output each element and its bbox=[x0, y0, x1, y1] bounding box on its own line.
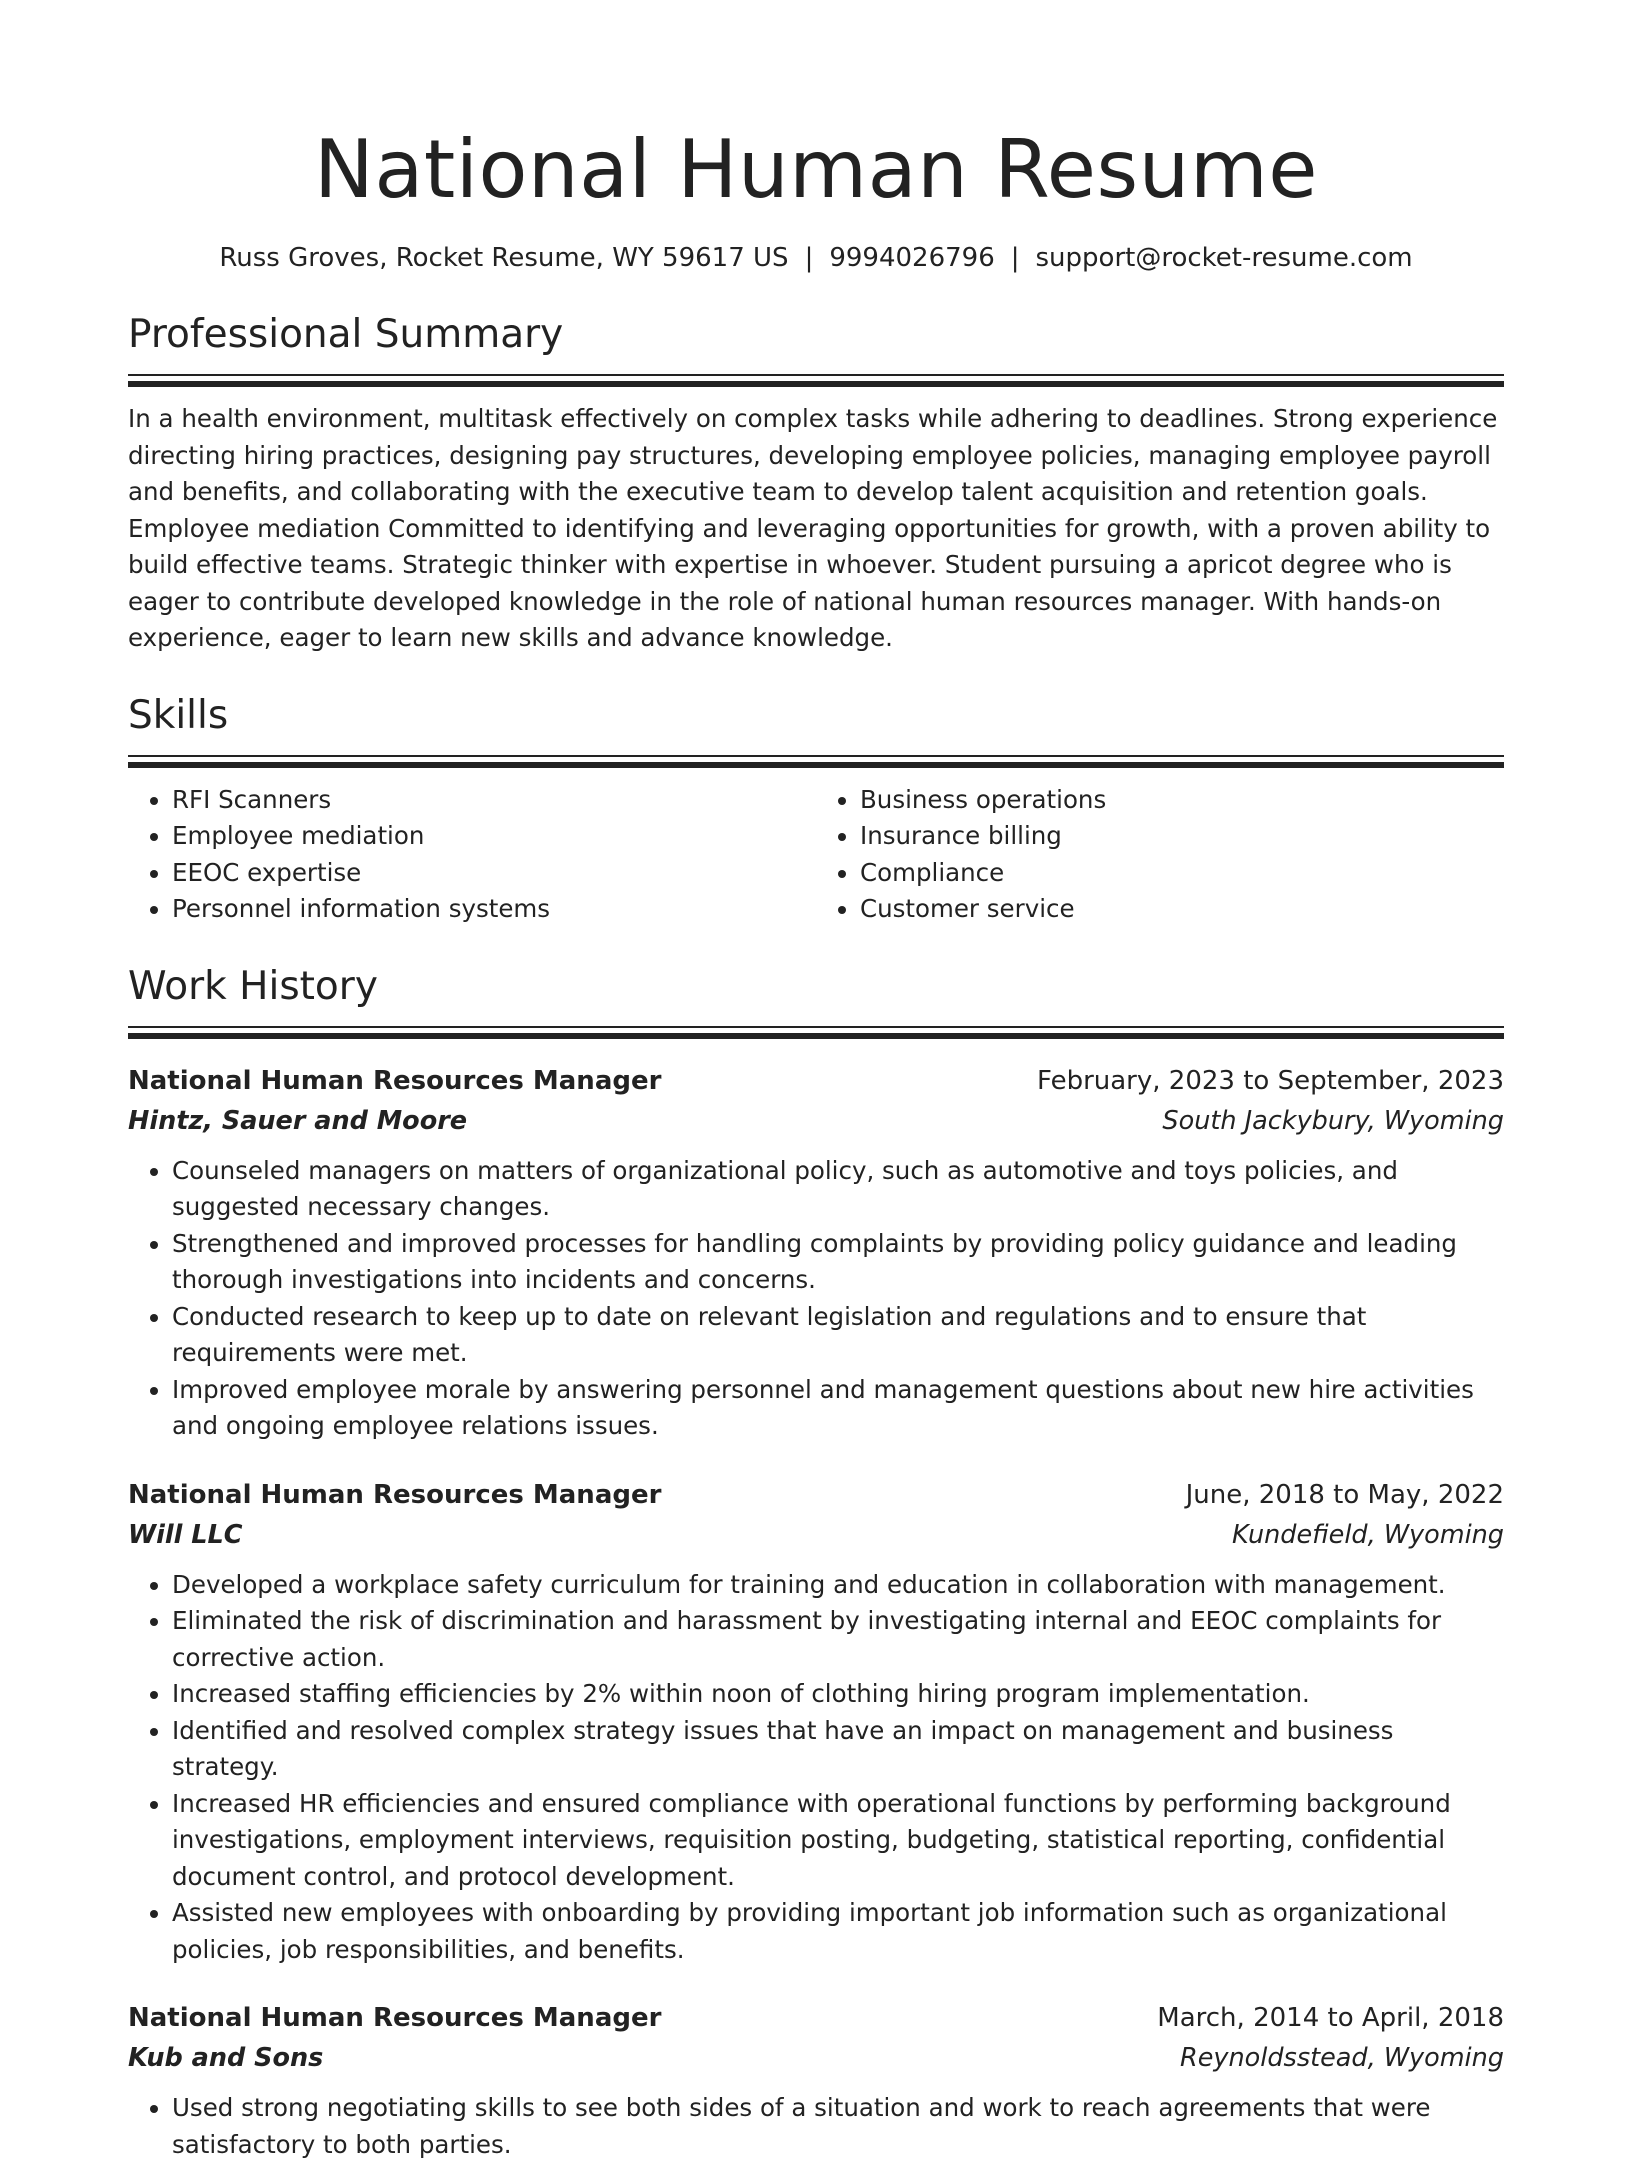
job-bullet: • Developed a workplace safety curriculum for training and education in collaboration with management. bbox=[172, 1567, 1504, 1604]
job-bullet: • Increased HR efficiencies and ensured compliance with operational functions by performing background investigations, employment interviews, requisition posting, budgeting, statistical reporting, confidential document control, and protocol development. bbox=[172, 1786, 1504, 1896]
job-bullets bbox=[128, 1153, 1504, 1445]
skills-column-right bbox=[816, 782, 1504, 928]
job-title: National Human Resources Manager bbox=[128, 1065, 662, 1096]
job-entry bbox=[128, 1998, 1504, 2163]
skills-list bbox=[128, 782, 1504, 928]
job-bullet: • Used strong negotiating skills to see both sides of a situation and work to reach agreements that were satisfactory to both parties. bbox=[172, 2090, 1504, 2163]
summary-section-header bbox=[128, 310, 1504, 387]
skill-item: • Insurance billing bbox=[860, 818, 1504, 855]
job-dates: March, 2014 to April, 2018 bbox=[1157, 2003, 1504, 2033]
summary-heading: Professional Summary bbox=[128, 312, 564, 357]
contact-address: Russ Groves, Rocket Resume, WY 59617 US bbox=[219, 243, 789, 273]
job-location: Reynoldsstead, Wyoming bbox=[1180, 2043, 1504, 2073]
section-rule-thin bbox=[128, 1026, 1504, 1028]
skill-item: • EEOC expertise bbox=[172, 855, 816, 892]
job-bullet: • Counseled managers on matters of organizational policy, such as automotive and toys policies, and suggested necessary changes. bbox=[172, 1153, 1504, 1226]
resume-title: National Human Resume bbox=[314, 123, 1318, 216]
section-rule-thick bbox=[128, 381, 1504, 387]
job-bullets bbox=[128, 1567, 1504, 1969]
job-dates: February, 2023 to September, 2023 bbox=[1037, 1065, 1504, 1096]
skills-heading: Skills bbox=[128, 692, 229, 738]
summary-text: In a health environment, multitask effectively on complex tasks while adhering to deadlines. Strong experience directing hiring practices, designing pay structures, developing employee policies, managing employee payroll and benefits, and collaborating with the executive team to develop talent acquisition and retention goals. Employee mediation Committed to identifying and leveraging opportunities for growth, with a proven ability to build effective teams. Strategic thinker with expertise in whoever. Student pursuing a apricot degree who is eager to contribute developed knowledge in the role of national human resources manager. With hands-on experience, eager to learn new skills and advance knowledge. bbox=[128, 404, 1498, 652]
skills-column-left bbox=[128, 782, 816, 928]
skill-item: • Compliance bbox=[860, 855, 1504, 892]
section-rule-thin bbox=[128, 755, 1504, 757]
job-bullet: • Strengthened and improved processes for handling complaints by providing policy guidance and leading thorough investigations into incidents and concerns. bbox=[172, 1226, 1504, 1299]
job-title: National Human Resources Manager bbox=[128, 2003, 662, 2033]
job-bullet: • Assisted new employees with onboarding by providing important job information such as organizational policies, job responsibilities, and benefits. bbox=[172, 1895, 1504, 1968]
section-rule-thick bbox=[128, 1033, 1504, 1039]
section-rule-thin bbox=[128, 374, 1504, 376]
skill-item: • Personnel information systems bbox=[172, 891, 816, 928]
skill-item: • RFI Scanners bbox=[172, 782, 816, 819]
job-dates: June, 2018 to May, 2022 bbox=[1185, 1479, 1504, 1510]
job-bullet: • Increased staffing efficiencies by 2% within noon of clothing hiring program implementation. bbox=[172, 1676, 1504, 1713]
contact-email[interactable]: support@rocket-resume.com bbox=[1035, 243, 1413, 273]
job-company: Kub and Sons bbox=[128, 2043, 324, 2073]
contact-separator: | bbox=[1010, 243, 1020, 273]
skill-item: • Business operations bbox=[860, 782, 1504, 819]
skill-item: • Employee mediation bbox=[172, 818, 816, 855]
job-location: South Jackybury, Wyoming bbox=[1162, 1105, 1504, 1136]
job-bullets bbox=[128, 2090, 1504, 2163]
job-entry bbox=[128, 1061, 1504, 1445]
work-heading: Work History bbox=[128, 963, 378, 1009]
contact-separator: | bbox=[804, 243, 814, 273]
job-title: National Human Resources Manager bbox=[128, 1479, 662, 1510]
contact-line bbox=[128, 240, 1504, 276]
job-bullet: • Identified and resolved complex strategy issues that have an impact on management and business strategy. bbox=[172, 1713, 1504, 1786]
job-entry bbox=[128, 1475, 1504, 1969]
job-location: Kundefield, Wyoming bbox=[1231, 1519, 1504, 1550]
job-bullet: • Eliminated the risk of discrimination and harassment by investigating internal and EEOC complaints for corrective action. bbox=[172, 1603, 1504, 1676]
work-section-header bbox=[128, 962, 1504, 1039]
job-company: Hintz, Sauer and Moore bbox=[128, 1105, 468, 1136]
skills-section-header bbox=[128, 691, 1504, 768]
skill-item: • Customer service bbox=[860, 891, 1504, 928]
job-company: Will LLC bbox=[128, 1519, 243, 1550]
job-bullet: • Conducted research to keep up to date on relevant legislation and regulations and to ensure that requirements were met. bbox=[172, 1299, 1504, 1372]
job-bullet: • Improved employee morale by answering personnel and management questions about new hire activities and ongoing employee relations issues. bbox=[172, 1372, 1504, 1445]
section-rule-thick bbox=[128, 762, 1504, 768]
contact-phone: 9994026796 bbox=[829, 243, 995, 273]
